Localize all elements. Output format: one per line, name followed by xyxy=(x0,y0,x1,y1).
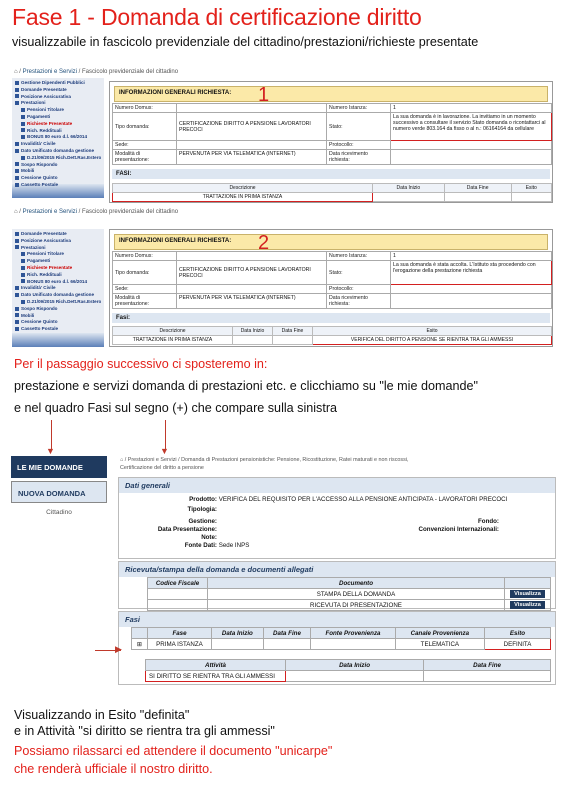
sidebar-item[interactable]: Invalidità' Civile xyxy=(15,285,101,292)
bullet-icon xyxy=(15,327,19,331)
fasi-grid: Fase Data Inizio Data Fine Fonte Provenienza Canale Provenienza Esito ⊞ PRIMA ISTANZA TELEMATICA DEFINITA xyxy=(131,627,551,650)
ricevuta-panel xyxy=(118,561,556,609)
sidebar-item[interactable]: Posizione Assicurativa xyxy=(15,94,101,101)
sidebar-item[interactable]: D.21/09/2015 Rich.Dett.Ras.Estero xyxy=(15,155,101,162)
sidebar-item[interactable]: Cessione Quinto xyxy=(15,175,101,182)
bullet-icon xyxy=(15,94,19,98)
sidebar-item[interactable]: Prestazioni xyxy=(15,100,101,107)
bullet-icon xyxy=(15,313,19,317)
bullet-icon xyxy=(15,307,19,311)
sidebar-item[interactable]: Mobili xyxy=(15,168,101,175)
fase-row: TRATTAZIONE IN PRIMA ISTANZA xyxy=(113,193,373,202)
bullet-icon xyxy=(15,88,19,92)
sidebar-item[interactable]: BONUS 80 euro d.l. 66/2014 xyxy=(15,134,101,141)
side-menu xyxy=(11,456,107,518)
home-icon[interactable]: ⌂ xyxy=(14,69,18,75)
sidebar-item[interactable]: Rich. Reddituali xyxy=(15,128,101,135)
fasi-table: Descrizione Data Inizio Data Fine Esito TRATTAZIONE IN PRIMA ISTANZA xyxy=(112,183,552,202)
bullet-icon xyxy=(21,115,25,119)
sidebar-wave xyxy=(12,333,104,347)
instruction-2: prestazione e servizi domanda di prestazioni etc. e clicchiamo su "le mie domande" xyxy=(14,379,478,393)
bullet-icon xyxy=(21,108,25,112)
menu-nuova-domanda[interactable]: NUOVA DOMANDA xyxy=(11,481,107,503)
sidebar-item[interactable]: Sospo Rispondo xyxy=(15,162,101,169)
sidebar-item[interactable]: Pagamenti xyxy=(15,258,101,265)
bullet-icon xyxy=(21,300,25,304)
sidebar-item[interactable]: Pagamenti xyxy=(15,114,101,121)
arrow-right-icon: ▶ xyxy=(115,644,122,654)
conclusion-4: che renderà ufficiale il nostro diritto. xyxy=(14,762,213,776)
esito-value: VERIFICA DEL DIRITTO A PENSIONE SE RIENTRA TRA GLI AMMESSI xyxy=(313,336,552,345)
dati-generali-panel: Dati generali Prodotto: VERIFICA DEL REQUISITO PER L'ACCESSO ALLA PENSIONE ANTICIPATA - LAVORATORI PRECOCI Tipologia: Gestione: Data Presentazione: Note: Fonte Dati: Sede INPS Fondo: Convenzioni Internazionali: xyxy=(118,477,556,559)
fasi-table: Descrizione Data Inizio Data Fine Esito TRATTAZIONE IN PRIMA ISTANZA VERIFICA DEL DIRITTO A PENSIONE SE RIENTRA TRA GLI AMMESSI xyxy=(112,326,552,345)
bullet-icon xyxy=(21,273,25,277)
fase-row: TRATTAZIONE IN PRIMA ISTANZA xyxy=(113,336,233,345)
sidebar-item[interactable]: Prestazioni xyxy=(15,245,101,252)
sidebar-item[interactable]: Domande Presentate xyxy=(15,87,101,94)
bullet-icon xyxy=(15,232,19,236)
panel-header: INFORMAZIONI GENERALI RICHIESTA: xyxy=(114,234,548,250)
menu-cittadino[interactable]: Cittadino xyxy=(46,509,72,516)
bullet-icon xyxy=(21,135,25,139)
sidebar-item[interactable]: Mobili xyxy=(15,313,101,320)
bullet-icon xyxy=(15,142,19,146)
fasi-header: FASI: xyxy=(112,169,550,179)
esito-definita: DEFINITA xyxy=(485,639,551,650)
page-subtitle: visualizzabile in fascicolo previdenziale del cittadino/prestazioni/richieste presentate xyxy=(12,35,479,49)
sidebar-item[interactable]: Richieste Presentate xyxy=(15,265,101,272)
sidebar-1 xyxy=(12,78,104,198)
stato-domanda: La sua domanda è stata accolta. L'Istituto sta procedendo con l'erogazione della prestazione richiesta xyxy=(391,261,552,285)
conclusion-2: e in Attività "si diritto se rientra tra gli ammessi" xyxy=(14,724,275,738)
bullet-icon xyxy=(15,149,19,153)
bullet-icon xyxy=(15,286,19,290)
info-table: Numero Domus: Numero Istanza: 1 Tipo domanda: CERTIFICAZIONE DIRITTO A PENSIONE LAVORATORI PRECOCI Stato: La sua domanda è stata accolta. L'Istituto sta procedendo con l'erogazione della prestazione richiesta Sede: Protocollo: Modalità di presentazione: PERVENUTA PER VIA TELEMATICA (INTERNET) Data ricevimento richiesta: xyxy=(112,251,552,309)
sidebar-item[interactable]: Dato Unificato domanda gestione xyxy=(15,148,101,155)
sidebar-item[interactable]: Cassetto Postale xyxy=(15,182,101,189)
conclusion-1: Visualizzando in Esito "definita" xyxy=(14,708,190,722)
bullet-icon xyxy=(21,259,25,263)
bullet-icon xyxy=(21,279,25,283)
info-table: Numero Domus: Numero Istanza: 1 Tipo domanda: CERTIFICAZIONE DIRITTO A PENSIONE LAVORATORI PRECOCI Stato: La sua domanda è in lavorazione. La invitiamo in un momento successivo a consultare il servizio Stato domanda o ricontattarci al numero verde 803.164 da fisso o al n.: 06164164 da cellulare Sede: Protocollo: Modalità di presentazione: PERVENUTA PER VIA TELEMATICA (INTERNET) Data ricevimento richiesta: xyxy=(112,103,552,165)
section-dati-generali: Dati generali xyxy=(119,478,555,493)
attivita-grid: Attività Data Inizio Data Fine SI DIRITTO SE RIENTRA TRA GLI AMMESSI xyxy=(145,659,551,682)
menu-le-mie-domande[interactable]: LE MIE DOMANDE xyxy=(11,456,107,478)
sidebar-item[interactable]: Richieste Presentate xyxy=(15,121,101,128)
breadcrumb-3: ⌂ / Prestazioni e Servizi / Domanda di Prestazioni pensionistiche: Pensione, Ricostituzione, Ratei maturati e non riscossi, xyxy=(120,457,409,463)
sidebar-item[interactable]: Rich. Reddituali xyxy=(15,272,101,279)
breadcrumb-link[interactable]: Prestazioni e Servizi xyxy=(22,69,77,75)
bullet-icon xyxy=(15,176,19,180)
attivita-value: SI DIRITTO SE RIENTRA TRA GLI AMMESSI xyxy=(146,671,286,682)
arrow-down-icon: ▼ xyxy=(160,446,169,456)
bullet-icon xyxy=(15,81,19,85)
panel-header: INFORMAZIONI GENERALI RICHIESTA: xyxy=(114,86,548,102)
fasi-header: Fasi: xyxy=(112,313,550,323)
bullet-icon xyxy=(15,320,19,324)
breadcrumb-current: Fascicolo previdenziale del cittadino xyxy=(82,209,179,215)
prodotto-value: VERIFICA DEL REQUISITO PER L'ACCESSO ALLA PENSIONE ANTICIPATA - LAVORATORI PRECOCI xyxy=(218,496,508,503)
sidebar-2 xyxy=(12,229,104,347)
request-panel-1 xyxy=(109,81,553,203)
visualizza-button[interactable]: Visualizza xyxy=(510,590,545,598)
bullet-icon xyxy=(15,183,19,187)
sidebar-item[interactable]: Posizione Assicurativa xyxy=(15,238,101,245)
bullet-icon xyxy=(15,239,19,243)
bullet-icon xyxy=(15,169,19,173)
visualizza-button[interactable]: Visualizza xyxy=(510,601,545,609)
sidebar-item[interactable]: BONUS 80 euro d.l. 66/2014 xyxy=(15,279,101,286)
sidebar-item[interactable]: Invalidità' Civile xyxy=(15,141,101,148)
stato-domanda: La sua domanda è in lavorazione. La invitiamo in un momento successivo a consultare il servizio Stato domanda o ricontattarci al numero verde 803.164 da fisso o al n.: 06164164 da cellulare xyxy=(391,113,552,141)
breadcrumb-current: Fascicolo previdenziale del cittadino xyxy=(82,69,179,75)
breadcrumb-link[interactable]: Prestazioni e Servizi xyxy=(22,209,77,215)
expand-plus-icon[interactable]: ⊞ xyxy=(132,639,148,650)
section-ricevuta: Ricevuta/stampa della domanda e documenti allegati xyxy=(119,562,555,577)
section-fasi: Fasi xyxy=(119,612,555,627)
bullet-icon xyxy=(21,252,25,256)
sidebar-item[interactable]: Cassetto Postale xyxy=(15,326,101,333)
breadcrumb-2: ⌂ / Prestazioni e Servizi / Fascicolo previdenziale del cittadino xyxy=(14,209,179,215)
sidebar-item[interactable]: D.21/09/2015 Rich.Dett.Ras.Estero xyxy=(15,299,101,306)
home-icon[interactable]: ⌂ xyxy=(14,209,18,215)
arrow-down-icon: ▼ xyxy=(46,446,55,456)
bullet-icon xyxy=(21,122,25,126)
bullet-icon xyxy=(15,162,19,166)
bullet-icon xyxy=(21,266,25,270)
documents-table: Codice Fiscale Documento STAMPA DELLA DOMANDA Visualizza RICEVUTA DI PRESENTAZIONE Visualizza xyxy=(147,577,551,611)
bullet-icon xyxy=(15,293,19,297)
sidebar-item[interactable]: Pensioni Titolare xyxy=(15,251,101,258)
tipo-domanda: CERTIFICAZIONE DIRITTO A PENSIONE LAVORATORI PRECOCI xyxy=(177,261,327,285)
sidebar-item[interactable]: Gestione Dipendenti Pubblici xyxy=(15,80,101,87)
sidebar-item[interactable]: Cessione Quinto xyxy=(15,319,101,326)
sidebar-item[interactable]: Pensioni Titolare xyxy=(15,107,101,114)
conclusion-3: Possiamo rilassarci ed attendere il documento "unicarpe" xyxy=(14,744,333,758)
page-title: Fase 1 - Domanda di certificazione diritto xyxy=(12,4,422,30)
step-number: 2 xyxy=(258,232,270,254)
sidebar-item[interactable]: Dato Unificato domanda gestione xyxy=(15,292,101,299)
step-number: 1 xyxy=(258,84,270,106)
bullet-icon xyxy=(15,245,19,249)
bullet-icon xyxy=(21,128,25,132)
sidebar-item[interactable]: Domande Presentate xyxy=(15,231,101,238)
bullet-icon xyxy=(15,101,19,105)
instruction-3: e nel quadro Fasi sul segno (+) che compare sulla sinistra xyxy=(14,401,338,415)
breadcrumb-1: ⌂ / Prestazioni e Servizi / Fascicolo previdenziale del cittadino xyxy=(14,69,179,75)
breadcrumb-3b: Certificazione del diritto a pensione xyxy=(120,465,204,471)
instruction-1: Per il passaggio successivo ci sposteremo in: xyxy=(14,357,268,371)
bullet-icon xyxy=(21,156,25,160)
sidebar-item[interactable]: Sospo Rispondo xyxy=(15,306,101,313)
tipo-domanda: CERTIFICAZIONE DIRITTO A PENSIONE LAVORATORI PRECOCI xyxy=(177,113,327,141)
request-panel-2 xyxy=(109,229,553,347)
fasi-panel xyxy=(118,611,556,685)
